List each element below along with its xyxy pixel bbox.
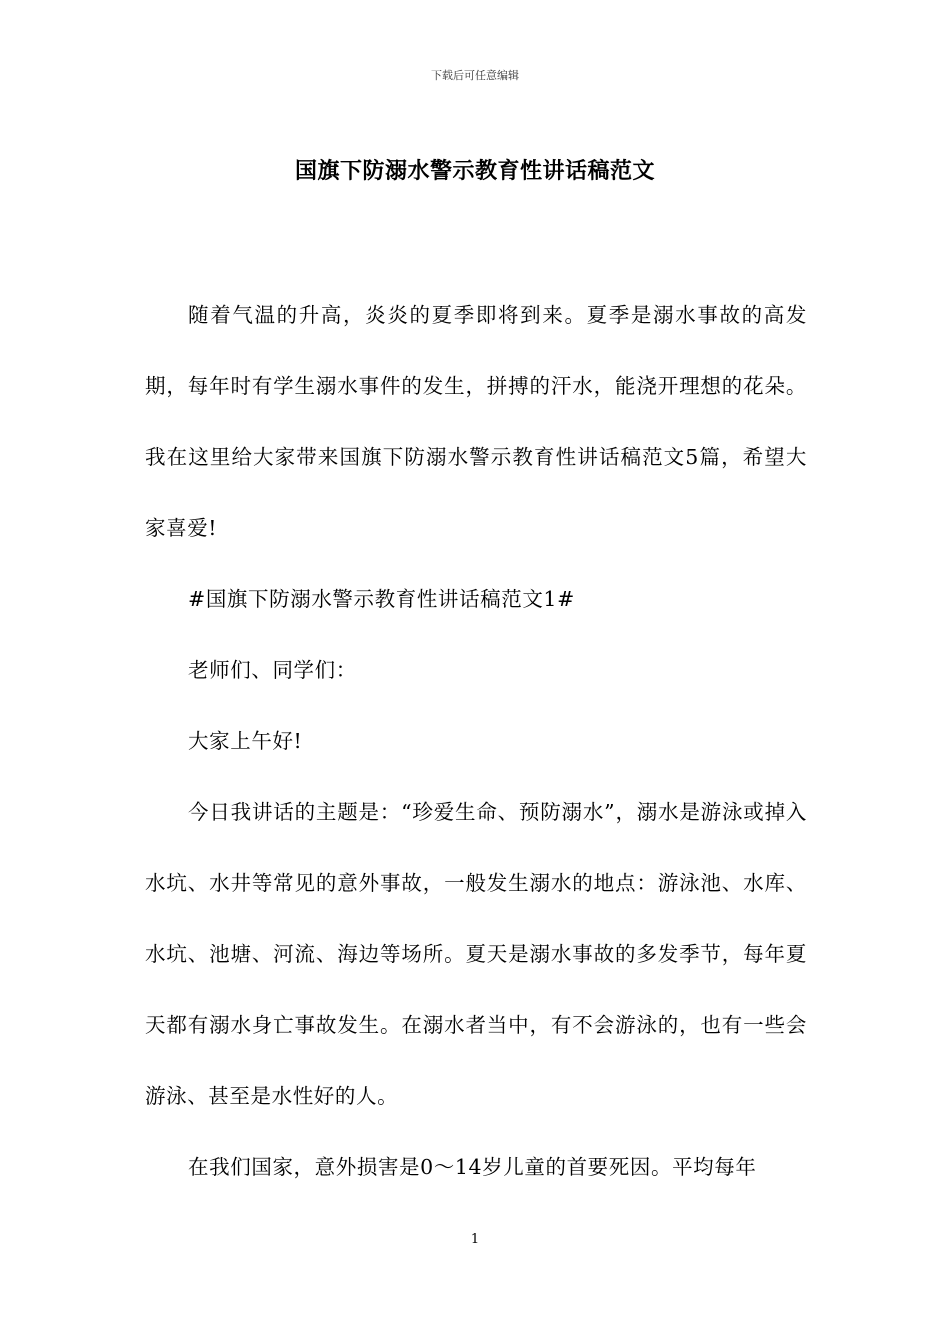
salutation: 老师们、同学们： xyxy=(188,658,357,682)
body-paragraph: 在我们国家，意外损害是0～14岁儿童的首要死因。平均每年 xyxy=(188,1155,757,1179)
document-title: 国旗下防溺水警示教育性讲话稿范文 xyxy=(294,158,655,184)
document-body xyxy=(145,280,807,1203)
body-paragraph: 今日我讲话的主题是：“珍爱生命、预防溺水”，溺水是游泳或掉入水坑、水井等常见的意外事故，一般发生溺水的地点：游泳池、水库、水坑、池塘、河流、海边等场所。夏天是溺水事故的多发季节，每年夏天都有溺水身亡事故发生。在溺水者当中，有不会游泳的，也有一些会游泳、甚至是水性好的人。 xyxy=(145,800,807,1108)
page-number: 1 xyxy=(470,1232,480,1247)
intro-paragraph: 随着气温的升高，炎炎的夏季即将到来。夏季是溺水事故的高发期，每年时有学生溺水事件的发生，拼搏的汗水，能浇开理想的花朵。我在这里给大家带来国旗下防溺水警示教育性讲话稿范文5篇，希望大家喜爱! xyxy=(145,303,807,540)
section-heading: #国旗下防溺水警示教育性讲话稿范文1# xyxy=(188,587,575,611)
header-note: 下载后可任意编辑 xyxy=(431,69,519,82)
greeting: 大家上午好! xyxy=(188,729,303,753)
